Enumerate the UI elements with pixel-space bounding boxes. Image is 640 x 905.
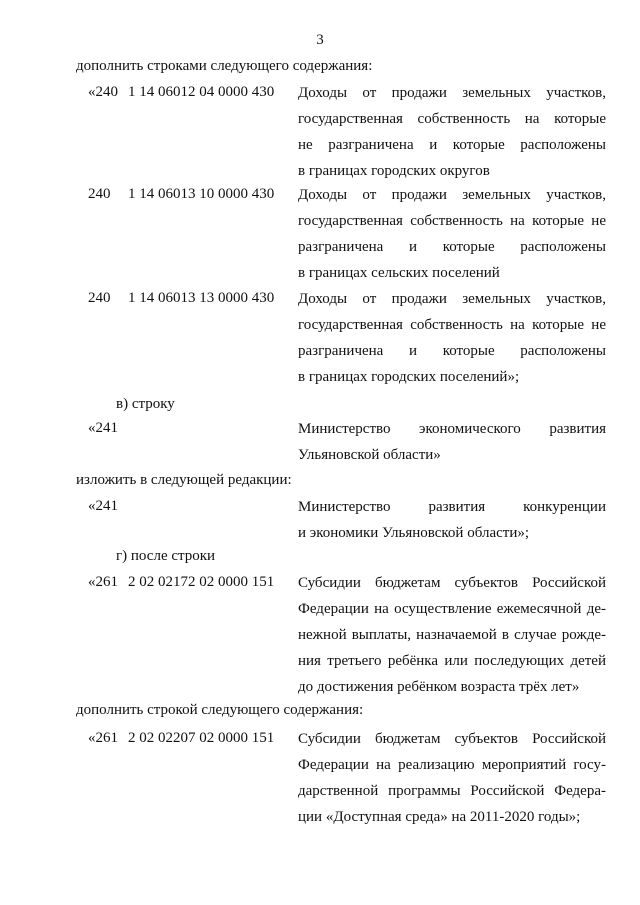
desc-line: разграничена и которые расположены	[298, 239, 606, 255]
desc-line: Субсидии бюджетам субъектов Российской	[298, 575, 606, 591]
intro-add-rows: дополнить строками следующего содержания:	[76, 58, 373, 74]
desc-line: до достижения ребёнком возраста трёх лет»	[298, 679, 580, 695]
item-v: в) строку	[116, 396, 175, 412]
desc-line: Доходы от продажи земельных участков,	[298, 187, 606, 203]
row-description-a	[298, 80, 606, 184]
row-code-241-old: «241	[88, 420, 118, 436]
desc-line: в границах сельских поселений	[298, 265, 500, 281]
item-g: г) после строки	[116, 548, 216, 564]
page-number: 3	[316, 32, 324, 48]
row-description-b	[298, 182, 606, 286]
desc-line: дарственной программы Российской Федера-	[298, 783, 606, 799]
desc-line: государственная собственность на которые не	[298, 317, 606, 333]
row-kbk-261-old: 2 02 02172 02 0000 151	[128, 574, 275, 590]
desc-line: Доходы от продажи земельных участков,	[298, 291, 606, 307]
row-code-a: «240	[88, 84, 118, 100]
row-code-b: 240	[88, 186, 111, 202]
row-code-261-new: «261	[88, 730, 118, 746]
desc-line: разграничена и которые расположены	[298, 343, 606, 359]
desc-line: и экономики Ульяновской области»;	[298, 525, 530, 541]
row-description-241-new	[298, 494, 606, 546]
row-description-261-new	[298, 726, 606, 830]
desc-line: ции «Доступная среда» на 2011-2020 годы»;	[298, 809, 581, 825]
row-code-241-new: «241	[88, 498, 118, 514]
desc-line: в границах городских поселений»;	[298, 369, 520, 385]
desc-line: Субсидии бюджетам субъектов Российской	[298, 731, 606, 747]
intro-add-row: дополнить строкой следующего содержания:	[76, 702, 364, 718]
row-description-241-old	[298, 416, 606, 468]
desc-line: Министерство развития конкуренции	[298, 499, 606, 515]
row-code-c: 240	[88, 290, 111, 306]
desc-line: государственная собственность на которые	[298, 111, 606, 127]
row-kbk-b: 1 14 06013 10 0000 430	[128, 186, 275, 202]
desc-line: нежной выплаты, назначаемой в случае рожде-	[298, 627, 606, 643]
row-kbk-a: 1 14 06012 04 0000 430	[128, 84, 275, 100]
row-description-261-old	[298, 570, 606, 700]
desc-line: в границах городских округов	[298, 163, 490, 179]
desc-line: ния третьего ребёнка или последующих детей	[298, 653, 606, 669]
desc-line: государственная собственность на которые не	[298, 213, 606, 229]
desc-line: Федерации на осуществление ежемесячной де-	[298, 601, 606, 617]
row-code-261-old: «261	[88, 574, 118, 590]
desc-line: не разграничена и которые расположены	[298, 137, 606, 153]
row-kbk-261-new: 2 02 02207 02 0000 151	[128, 730, 275, 746]
desc-line: Федерации на реализацию мероприятий госу-	[298, 757, 606, 773]
intro-new-edition: изложить в следующей редакции:	[76, 472, 292, 488]
desc-line: Ульяновской области»	[298, 447, 441, 463]
row-description-c	[298, 286, 606, 390]
row-kbk-c: 1 14 06013 13 0000 430	[128, 290, 275, 306]
desc-line: Доходы от продажи земельных участков,	[298, 85, 606, 101]
desc-line: Министерство экономического развития	[298, 421, 606, 437]
